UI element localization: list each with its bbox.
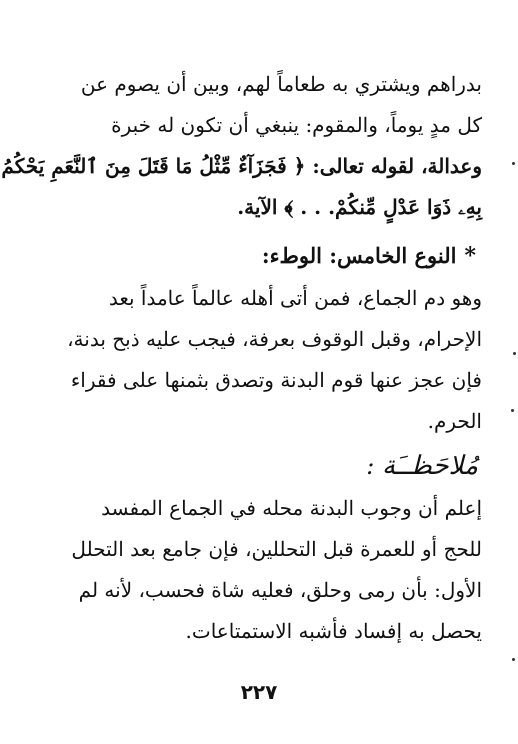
section-heading-text: النوع الخامس: الوطء:: [261, 243, 457, 268]
text-line: فإن عجز عنها قوم البدنة وتصدق بثمنها على فقراء: [70, 368, 482, 392]
scan-speck: [512, 658, 515, 661]
text-line: للحج أو للعمرة قبل التحللين، فإن جامع بعد التحلل: [71, 537, 482, 561]
text-line: الإحرام، وقبل الوقوف بعرفة، فيجب عليه ذبح بدنة،: [67, 327, 482, 351]
text-line: وهو دم الجماع، فمن أتى أهله عالماً عامداً بعد: [108, 286, 482, 310]
text-line: إعلم أن وجوب البدنة محله في الجماع المفسد: [101, 496, 482, 520]
scan-speck: [513, 352, 516, 355]
text-line: يحصل به إفساد فأشبه الاستمتاعات.: [185, 619, 482, 643]
quran-verse-line: بِهِۦ ذَوَا عَدْلٍ مِّنكُمْ. . . ﴾ الآية.: [237, 195, 482, 219]
paragraph-2: [40, 278, 482, 442]
section-heading: [40, 234, 482, 278]
text-line: بدراهم ويشتري به طعاماً لهم، وبين أن يصوم عن: [80, 72, 482, 96]
scan-speck: [511, 409, 514, 412]
quran-verse-line: وعدالة، لقوله تعالى: ﴿ فَجَزَآءٌ مِّثْلُ مَا قَتَلَ مِنَ ٱلنَّعَمِ يَحْكُمُ: [1, 154, 482, 178]
star-icon: *: [464, 243, 476, 269]
note-title: مُلاحَظــَة: [381, 451, 478, 481]
page-number: ٢٢٧: [240, 680, 278, 704]
scan-speck: [512, 162, 515, 165]
paragraph-3: [40, 488, 482, 652]
paragraph-1: [1, 64, 482, 228]
page-body: [1, 64, 482, 652]
text-line: كل مدٍ يوماً، والمقوم: ينبغي أن تكون له خبرة: [111, 113, 482, 137]
text-line: الأول: بأن رمى وحلق، فعليه شاة فحسب، لأنه لم: [78, 578, 482, 602]
note-heading: [40, 444, 482, 488]
note-colon: :: [366, 452, 375, 480]
text-line: الحرم.: [427, 409, 482, 433]
